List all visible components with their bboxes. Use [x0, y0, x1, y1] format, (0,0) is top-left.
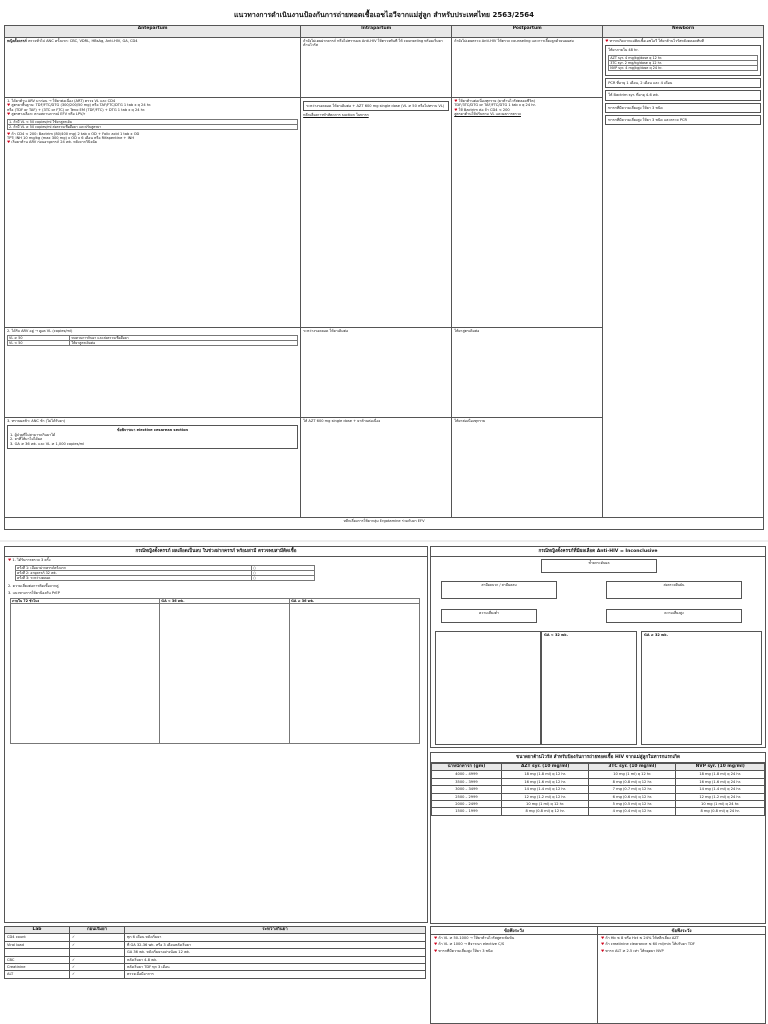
dose-cell: 2500 – 2999 — [432, 793, 502, 800]
lab-cell: หลังเริ่มยา TDF ทุก 3 เดือน — [125, 964, 426, 971]
prep-cell-2 — [160, 604, 290, 744]
intro-intrapartum-text: ถ้ายังไม่เคยฝากครรภ์ หรือไม่ทราบผล Anti-HIV ให้ตรวจทันที ให้ counseling พร้อมเริ่มยาต้านไวรัส — [303, 39, 443, 48]
flow-low-risk: ความเสี่ยงต่ำ — [441, 609, 537, 623]
row3-antepartum — [5, 418, 301, 518]
dose-h0: น้ำหนักทารก (gm) — [432, 764, 502, 771]
dose-row — [432, 778, 765, 785]
dose-cell: 2000 – 2499 — [432, 801, 502, 808]
test-1: ครั้งที่ 1: เมื่อมาฝากครรภ์ครั้งแรก — [16, 566, 252, 571]
dose-cell: 1500 – 1999 — [432, 808, 502, 815]
caution-l3-text: ทารกที่มีความเสี่ยงสูง ให้ยา 3 ชนิด — [438, 948, 493, 953]
caution-r3 — [598, 948, 765, 954]
lab-row — [5, 941, 426, 948]
row1-post-1-text: ให้ยาต้านต่อเนื่องทุกราย (ยาต้านไวรัสตลอดชีวิต) — [458, 99, 535, 103]
dose-row — [432, 808, 765, 815]
row3-li1: 1. ผู้ป่วยที่ไม่สามารถกินยาได้ — [10, 432, 56, 437]
page-title: แนวทางการดำเนินงานป้องกันการถ่ายทอดเชื้อเอชไอวีจากแม่สู่ลูก สำหรับประเทศไทย 2563/2564 — [234, 11, 534, 19]
intro-antepartum — [5, 38, 301, 98]
col-header-antepartum: Antepartum — [5, 26, 301, 38]
row1-post-2: TDF/3TC/DTG or TAF/FTC/DTG 1 tab x q 24 hr. — [454, 103, 536, 108]
dose-body — [432, 771, 765, 815]
row1-line5: TPT: INH 10 mg/kg (max 300 mg) x OD x 6 เดือน หรือ Rifapentine + INH — [7, 136, 135, 141]
dose-cell: 4 mg (0.4 ml) q 12 hr. — [589, 808, 676, 815]
discordant-q1-text: 1. ได้รับการตรวจ 3 ครั้ง — [12, 558, 51, 562]
newborn-line: ให้ยาภายใน 48 hr. — [608, 48, 639, 53]
row2-postpartum — [452, 328, 603, 418]
dose-cell: 18 mg (1.8 ml) q 12 hr. — [501, 771, 588, 778]
prep-col-2: GA < 36 wk. — [160, 599, 290, 604]
dose-row — [432, 786, 765, 793]
dose-cell: 12 mg (1.2 ml) q 24 hr. — [676, 793, 765, 800]
row1-box1: 1. ถ้ามี VL < 50 copies/ml ใช้ยาสูตรเดิม — [8, 119, 298, 124]
main-guideline-table — [4, 25, 764, 530]
row1-title: 1. ได้ยาต้าน ARV มาก่อน → ให้ยาต่อเนื่อง (ART) ตรวจ VL และ CD4 — [7, 99, 116, 103]
row2-vl1-act: ทบทวนการกินยา และส่งตรวจเชื้อดื้อยา — [70, 336, 298, 341]
newborn-late-box — [605, 115, 761, 125]
row2-vl2-act: ให้ยาสูตรเดิมต่อ — [70, 341, 298, 346]
cautions-left-title: ข้อพึงระวัง — [431, 927, 597, 935]
lab-row — [5, 971, 426, 978]
row3-li3: 3. GA ≥ 36 wk. และ VL ≥ 1,000 copies/ml — [10, 441, 85, 446]
dose-cell: 12 mg (1.2 ml) q 12 hr. — [501, 793, 588, 800]
caution-l2-text: ถ้า VL ≥ 1000 → พิจารณา elective C/S — [438, 942, 505, 947]
main-footer-note: หลีกเลี่ยงการใช้ยากลุ่ม Ergotamine ร่วมกับยา EFV — [5, 518, 764, 530]
flow-step-repeat: ซ้ำยกระดับผล — [541, 559, 657, 573]
row1-line2: หรือ (TDF or TAF) + (3TC or FTC) or Teno EM (TDF/FTC) + DTG 1 tab x q 24 hr. — [7, 107, 146, 112]
dose-cell: 10 mg (1 ml) q 12 hr. — [501, 801, 588, 808]
prep-col-3: GA ≥ 36 wk. — [290, 599, 420, 604]
lab-body — [5, 934, 426, 978]
row1-post-note: สูตรยาต้านให้ปรับตาม VL และผลการตรวจ — [454, 112, 521, 117]
row1-post-3-text: ให้ Bactrim ต่อ ถ้า CD4 < 200 — [458, 107, 510, 112]
lab-table — [4, 926, 426, 979]
dose-title: ขนาดยาต้านไวรัส สำหรับป้องกันการถ่ายทอดเชื้อ HIV จากแม่สู่ลูกในทารกแรกเกิด — [431, 753, 765, 763]
test-schedule-table — [15, 565, 315, 581]
lab-cell: CBC — [5, 956, 70, 963]
discordant-q2: 2. ความเสี่ยงต่อการติดเชื้อจากคู่ — [8, 584, 59, 589]
heart-icon: ♥ — [605, 39, 609, 43]
test-1-check: ○ — [252, 566, 315, 571]
lab-cell: ✓ — [70, 941, 125, 948]
newborn-column — [603, 38, 764, 518]
dose-row — [432, 771, 765, 778]
dose-cell: 14 mg (1.4 ml) q 24 hr. — [676, 786, 765, 793]
heart-icon: ♥ — [434, 948, 438, 953]
inconclusive-section — [430, 546, 766, 748]
cautions-right-title: ข้อพึงระวัง — [598, 927, 765, 935]
flow-step-partner: สามีผลบวก / สามีผลลบ — [441, 581, 557, 599]
flow-step-confirm: ส่งตรวจยืนยัน — [606, 581, 742, 599]
lab-cell: หลังเริ่มยา 4-8 wk. — [125, 956, 426, 963]
row1-intra-note: หลีกเลี่ยงการทำหัตถการ suction ในทารก — [303, 113, 369, 118]
newborn-dose-azt: AZT syr. 4 mg/kg/dose q 12 hr. — [609, 55, 758, 60]
row3-li2: 2. ยาที่ให้มาไม่ได้ผล — [10, 437, 43, 442]
newborn-bactrim-text: ให้ Bactrim syr. ที่อายุ 4-6 wk. — [608, 93, 660, 98]
dose-cell: 16 mg (1.6 ml) q 24 hr. — [676, 778, 765, 785]
lab-row — [5, 949, 426, 956]
lab-h0: Lab — [5, 927, 70, 934]
test-3: ครั้งที่ 3: ระหว่างคลอด — [16, 576, 252, 581]
discordant-q1 — [5, 557, 427, 563]
row1-line3 — [7, 112, 298, 116]
heart-icon: ♥ — [7, 131, 11, 136]
lab-cell: Viral load — [5, 941, 70, 948]
lab-cell: ทุก 6 เดือน หลังเริ่มยา — [125, 934, 426, 941]
dose-cell: 6 mg (0.6 ml) q 12 hr. — [589, 793, 676, 800]
lab-row — [5, 934, 426, 941]
row1-line4-text: ถ้า CD4 < 200: Bactrim (80/400 mg) 2 tab x OD + Folic acid 1 tab x OD — [11, 131, 140, 136]
footer-row — [5, 518, 764, 530]
row1-vl-box — [7, 119, 298, 130]
newborn-pcr-box — [605, 78, 761, 88]
prep-cell-3 — [290, 604, 420, 744]
row3-intra-text: ให้ AZT 600 mg single dose + ยาต้านต่อเนื่อง — [303, 419, 381, 423]
dose-h3: NVP syr. (10 mg/ml) — [676, 764, 765, 771]
intro-intrapartum — [301, 38, 452, 98]
prep-table — [10, 598, 420, 744]
row2-title: 2. ได้รับ ARV อยู่ → ดูผล VL (copies/ml) — [7, 329, 73, 333]
dose-cell: 16 mg (1.6 ml) q 12 hr. — [501, 778, 588, 785]
flow-ga-ge-32 — [641, 631, 762, 745]
cautions-left — [431, 927, 598, 1023]
lab-cell: ✓ — [70, 971, 125, 978]
dose-cell: 3000 – 3499 — [432, 786, 502, 793]
row2-vl2: VL < 50 — [8, 341, 70, 346]
row1-box2: 2. ถ้ามี VL ≥ 50 copies/ml ส่งตรวจเชื้อดื้อยา และปรับสูตรยา — [8, 124, 298, 129]
discordant-title: กรณีหญิงตั้งครรภ์ ผลเลือดเป็นลบ ในช่วงฝากครรภ์ พร้อมสามี ตรวจพบสามีติดเชื้อ — [5, 547, 427, 557]
row2-post-text: ให้ยาสูตรเดิมต่อ — [454, 329, 480, 333]
dose-cell: 5 mg (0.5 ml) q 12 hr. — [589, 801, 676, 808]
prep-cell-1 — [11, 604, 160, 744]
dose-cell: 8 mg (0.8 ml) q 12 hr. — [501, 808, 588, 815]
newborn-dose-3tc: 3TC syr. 2 mg/kg/dose q 12 hr. — [609, 60, 758, 65]
cautions-right — [598, 927, 765, 1023]
newborn-intro-text: ทารกเกิดจากแม่ติดเชื้อเอชไอวี ให้ยาต้านไวรัสหลังคลอดทันที — [609, 39, 704, 43]
caution-l3 — [431, 948, 597, 954]
heart-icon: ♥ — [7, 112, 11, 117]
section-divider — [0, 540, 768, 542]
caution-l1-text: ถ้า VL ≥ 50-1000 → ให้ยาต้านไวรัสสูตรเข้มข้น — [438, 936, 515, 940]
lab-row — [5, 964, 426, 971]
heart-icon: ♥ — [434, 942, 438, 947]
row-intro — [5, 38, 764, 98]
col-header-postpartum: Postpartum — [452, 26, 603, 38]
lab-h2: ระหว่างกินยา — [125, 927, 426, 934]
dose-row — [432, 793, 765, 800]
dose-table — [431, 763, 765, 816]
lab-cell: ✓ — [70, 956, 125, 963]
dose-h1: AZT syr. (10 mg/ml) — [501, 764, 588, 771]
prep-col-1: ภายใน 72 ชั่วโมง — [11, 599, 160, 604]
dose-cell: 14 mg (1.4 ml) q 12 hr. — [501, 786, 588, 793]
flow-ga-lt-32-label: GA < 32 wk. — [544, 633, 568, 637]
heart-icon: ♥ — [601, 936, 605, 940]
dose-cell: 18 mg (1.8 ml) q 24 hr. — [676, 771, 765, 778]
flow-ga-ge-32-label: GA ≥ 32 wk. — [644, 633, 668, 637]
dose-cell: 10 mg (1 ml) q 12 hr. — [589, 771, 676, 778]
lab-cell — [5, 949, 70, 956]
newborn-dose-nvp: NVP syr. 4 mg/kg/dose q 24 hr. — [609, 65, 758, 70]
row1-line6-text: เริ่มยาต้าน ARV ก่อนอายุครรภ์ 24 wk. หลังจากวินิจฉัย — [11, 140, 97, 145]
row1-antepartum — [5, 98, 301, 328]
row3-postpartum — [452, 418, 603, 518]
heart-icon: ♥ — [7, 140, 11, 145]
heart-icon: ♥ — [8, 558, 12, 562]
intro-postpartum — [452, 38, 603, 98]
dose-row — [432, 801, 765, 808]
dose-cell: 10 mg (1 ml) q 24 hr. — [676, 801, 765, 808]
row3-title: 3. ทราบผลช้า: ANC ช้า (ไม่ได้รับยา) — [7, 419, 66, 423]
intro-postpartum-text: ถ้ายังไม่เคยตรวจ Anti-HIV ให้ตรวจ counseling และการเลี้ยงลูกด้วยนมผสม — [454, 39, 574, 43]
dose-h2: 3TC syr. (10 mg/ml) — [589, 764, 676, 771]
flow-ga-lt-32 — [541, 631, 637, 745]
lab-cell: CD4 count — [5, 934, 70, 941]
lab-row — [5, 956, 426, 963]
row3-intrapartum — [301, 418, 452, 518]
test-2-check: ○ — [252, 571, 315, 576]
inconclusive-title: กรณีหญิงตั้งครรภ์ที่มีผลเลือด Anti-HIV = Inconclusive — [431, 547, 765, 557]
col-header-intrapartum: Intrapartum — [301, 26, 452, 38]
lab-cell: ALT — [5, 971, 70, 978]
flow-low-risk-box — [435, 631, 541, 745]
caution-r3-text: ทารก ALT ≥ 2.5 เท่า ให้หยุดยา NVP — [605, 948, 664, 953]
lab-cell: Creatinine — [5, 964, 70, 971]
newborn-bactrim-box — [605, 90, 761, 100]
row2-intrapartum — [301, 328, 452, 418]
lab-cell: GA 36 wk. หลังเริ่มยาอย่างน้อย 12 wk. — [125, 949, 426, 956]
newborn-highrisk-box — [605, 103, 761, 113]
test-2: ครั้งที่ 2: อายุครรภ์ 32 wk. — [16, 571, 252, 576]
caution-r1-text: ถ้า Hb ≤ 8 หรือ Hct ≤ 24% ให้หลีกเลี่ยง AZT — [605, 936, 679, 940]
dose-cell: 7 mg (0.7 ml) q 12 hr. — [589, 786, 676, 793]
heart-icon: ♥ — [454, 99, 458, 103]
row1-line1-text: สูตรยาพื้นฐาน: TDF/FTC/DTG (300/200/50 mg) หรือ TAF/FTC/DTG 1 tab x q 24 hr. — [11, 103, 152, 108]
lab-h1: ก่อนเริ่มยา — [70, 927, 125, 934]
lab-cell: ✓ — [70, 934, 125, 941]
newborn-intro — [605, 39, 761, 43]
cautions-section — [430, 926, 766, 1024]
dose-cell: 8 mg (0.8 ml) q 12 hr. — [589, 778, 676, 785]
header-row — [5, 26, 764, 38]
lab-header-row — [5, 927, 426, 934]
row2-intra-text: ระหว่างรอคลอด ให้ยาเดิมต่อ — [303, 329, 349, 333]
lab-cell: ตรวจเมื่อมีอาการ — [125, 971, 426, 978]
row3-cs-box — [7, 425, 298, 449]
discordant-couple-section — [4, 546, 428, 923]
lab-section — [4, 926, 426, 1022]
dose-cell: 8 mg (0.8 ml) q 24 hr. — [676, 808, 765, 815]
newborn-highrisk-text: ทารกที่มีความเสี่ยงสูง ให้ยา 3 ชนิด — [608, 105, 663, 110]
row2-vl1: VL ≥ 50 — [8, 336, 70, 341]
dose-header-row — [432, 764, 765, 771]
row3-box-title: ข้อพิจารณา elective cesarean section — [117, 428, 189, 433]
intro-antepartum-text: ตรวจทั่วไป ANC ครั้งแรก: CBC, VDRL, HBsAg, Anti-HIV, GA, CD4 — [28, 39, 138, 43]
lab-cell: ที่ GA 32-36 wk. หรือ 3 เดือนหลังเริ่มยา — [125, 941, 426, 948]
row1-postpartum — [452, 98, 603, 328]
newborn-dose-box — [605, 45, 761, 75]
newborn-dose-mini-table — [608, 55, 758, 71]
heart-icon: ♥ — [454, 107, 458, 112]
row1-line3-text: สูตรทางเลือก: ตามสถานการณ์ EFV หรือ LPV/r — [11, 112, 86, 117]
lab-cell: ✓ — [70, 964, 125, 971]
col-header-newborn: Newborn — [603, 26, 764, 38]
row1-intrapartum — [301, 98, 452, 328]
intro-label: หญิงตั้งครรภ์ — [7, 39, 27, 43]
discordant-q3: 3. แนวทางการให้ยาป้องกัน PrEP — [8, 590, 60, 595]
dose-section — [430, 752, 766, 924]
dose-cell: 3500 – 3999 — [432, 778, 502, 785]
newborn-late-text: ทารกที่มีความเสี่ยงสูง ให้ยา 3 ชนิด และตรวจ PCR — [608, 118, 687, 123]
heart-icon: ♥ — [601, 948, 605, 953]
flow-high-risk: ความเสี่ยงสูง — [606, 609, 742, 623]
heart-icon: ♥ — [7, 103, 11, 108]
row1-line6 — [7, 140, 298, 144]
newborn-pcr-text: PCR ที่อายุ 1 เดือน, 2 เดือน และ 4 เดือน — [608, 80, 673, 85]
heart-icon: ♥ — [434, 936, 438, 940]
test-3-check: ○ — [252, 576, 315, 581]
row1-intra-box — [303, 101, 449, 111]
row3-post-text: ให้ยาต่อเนื่องทุกราย — [454, 419, 486, 423]
lab-cell — [70, 949, 125, 956]
row2-antepartum — [5, 328, 301, 418]
heart-icon: ♥ — [601, 942, 605, 947]
row1-intra-text: ระหว่างรอคลอด ให้ยาเดิมต่อ + AZT 600 mg single dose (VL ≥ 50 หรือไม่ทราบ VL) — [306, 104, 445, 108]
row2-vl-table — [7, 335, 298, 346]
caution-r2-text: ถ้า creatinine clearance ≤ 60 ml/min ให้ปรับยา TDF — [605, 942, 695, 947]
dose-cell: 4000 – 4999 — [432, 771, 502, 778]
